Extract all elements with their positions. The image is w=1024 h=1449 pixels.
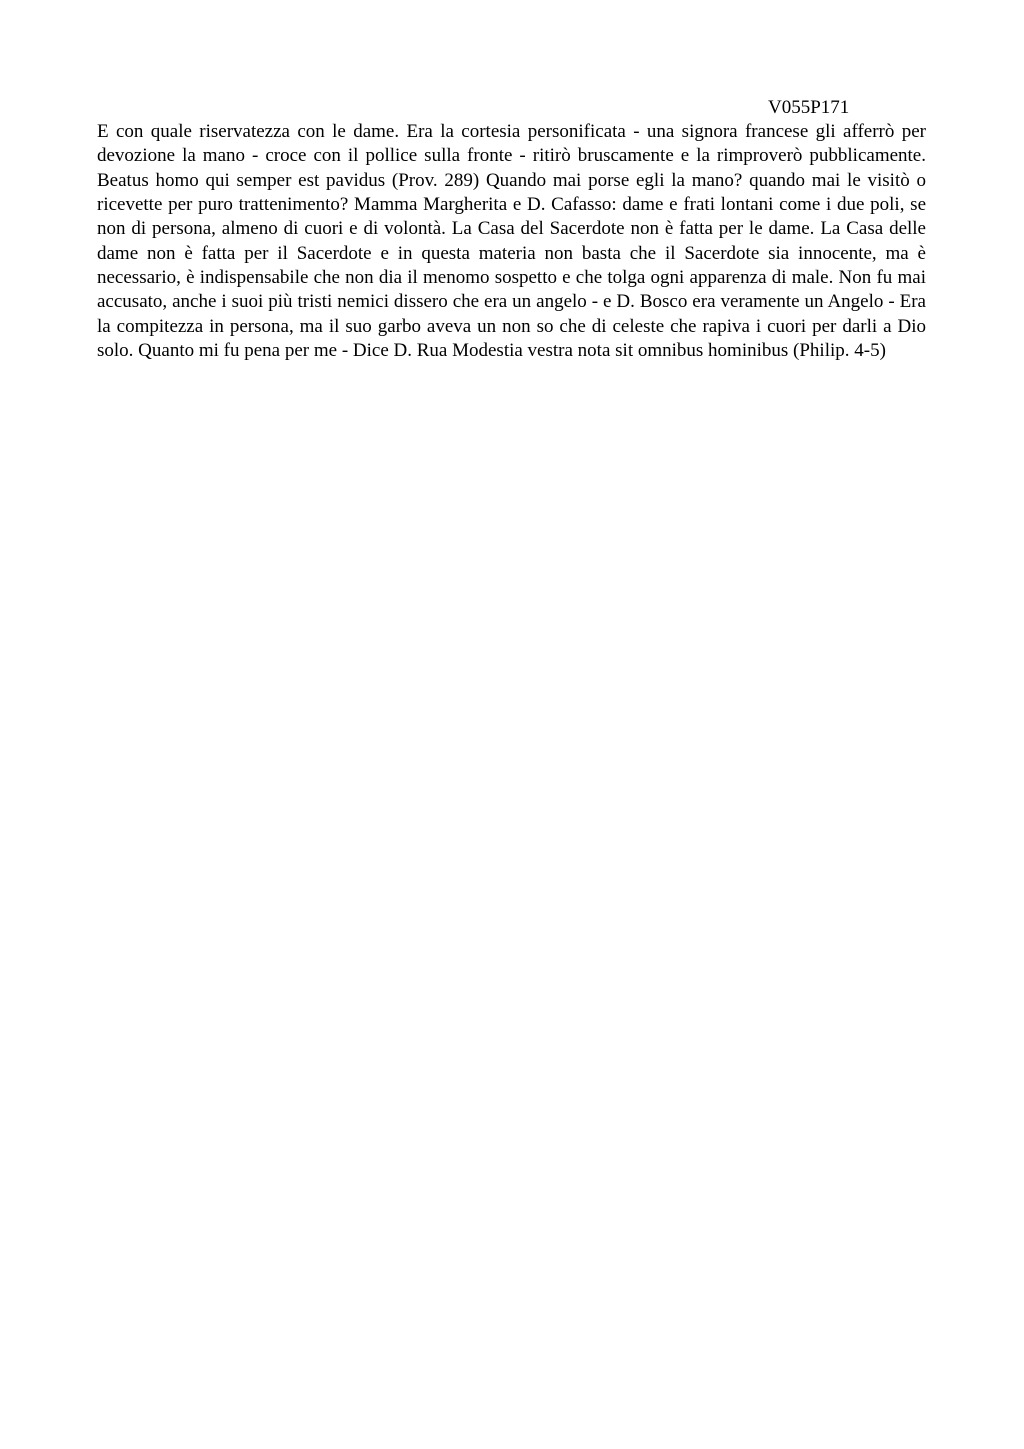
body-paragraph: E con quale riservatezza con le dame. Era la cortesia personificata - una signora francese gli afferrò per devozione la mano - croce con il pollice sulla fronte - ritirò bruscamente e la rimproverò pubblicamente. Beatus homo qui semper est pavidus (Prov. 289) Quando mai porse egli la mano? quando mai le visitò o ricevette per puro trattenimento? Mamma Margherita e D. Cafasso: dame e frati lontani come i due poli, se non di persona, almeno di cuori e di volontà. La Casa del Sacerdote non è fatta per le dame. La Casa delle dame non è fatta per il Sacerdote e in questa materia non basta che il Sacerdote sia innocente, ma è necessario, è indispensabile che non dia il menomo sospetto e che tolga ogni apparenza di male. Non fu mai accusato, anche i suoi più tristi nemici dissero che era un angelo - e D. Bosco era veramente un Angelo - Era la compitezza in persona, ma il suo garbo aveva un non so che di celeste che rapiva i cuori per darli a Dio solo. Quanto mi fu pena per me - Dice D. Rua Modestia vestra nota sit omnibus hominibus (Philip. 4-5) [97,121,926,362]
page-code: V055P171 [768,97,850,118]
